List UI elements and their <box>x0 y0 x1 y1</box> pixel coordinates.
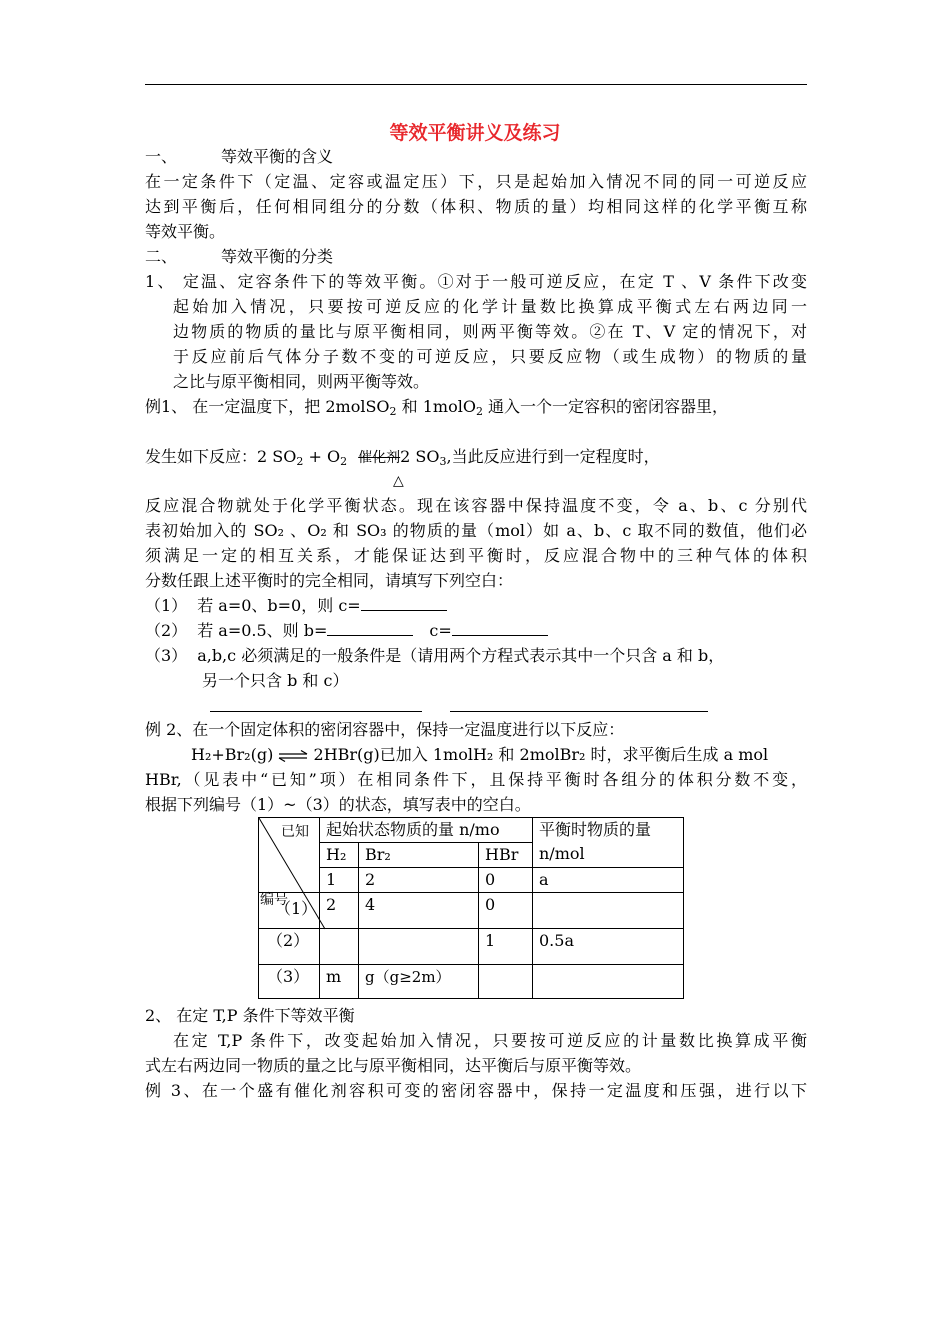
cell-h2[interactable]: 2 <box>320 893 359 929</box>
corner-cell <box>259 818 320 908</box>
cell-h2[interactable] <box>320 929 359 965</box>
reaction-text: + O <box>303 447 341 466</box>
table-row <box>259 965 684 999</box>
reaction-text: H₂+Br₂(g) <box>191 745 274 764</box>
section-2-title: 等效平衡的分类 <box>221 247 334 266</box>
question-3 <box>145 644 724 668</box>
item-2-heading: 2、 在定 T,P 条件下等效平衡 <box>145 1006 355 1025</box>
reaction-text: ,当此反应进行到一定程度时， <box>446 447 660 466</box>
section-1-title: 等效平衡的含义 <box>221 147 334 166</box>
cell-h2: 1 <box>320 868 359 893</box>
col-h2: H₂ <box>320 843 359 868</box>
question-number: （2） <box>145 621 188 640</box>
example-1-text: 和 1molO <box>396 397 476 416</box>
row-label: （3） <box>259 965 320 999</box>
cell-br2[interactable]: g（g≥2m） <box>359 965 479 999</box>
answer-blank[interactable] <box>450 696 708 712</box>
header-start-amounts: 起始状态物质的量 n/mo <box>320 818 533 843</box>
subscript: 2 <box>389 405 397 418</box>
cell-br2: 2 <box>359 868 479 893</box>
table-row <box>259 929 684 965</box>
question-2 <box>145 619 548 643</box>
equilibrium-arrow-icon <box>278 750 308 762</box>
example-3-line: 例 3、在一个盛有催化剂容积可变的密闭容器中，保持一定温度和压强，进行以下 <box>145 1081 807 1100</box>
state-table <box>258 817 684 999</box>
question-text: c= <box>429 621 452 640</box>
question-text: 若 a=0、b=0，则 c= <box>197 596 361 615</box>
question-text: a,b,c 必须满足的一般条件是（请用两个方程式表示其中一个只含 a 和 b， <box>197 646 725 665</box>
section-2-heading <box>145 245 333 269</box>
example-2-intro: 例 2、在一个固定体积的密闭容器中，保持一定温度进行以下反应： <box>145 720 625 739</box>
answer-blank[interactable] <box>210 696 422 712</box>
cell-hbr[interactable] <box>479 965 533 999</box>
example-1-body-line: 须满足一定的相互关系，才能保证达到平衡时，反应混合物中的三种气体的体积 <box>145 546 807 565</box>
corner-known-label: 已知 <box>281 824 309 840</box>
example-1-body-line: 分数任跟上述平衡时的完全相同，请填写下列空白： <box>145 571 514 590</box>
subscript: 2 <box>340 455 348 468</box>
question-number: （3） <box>145 646 188 665</box>
question-3-cont: 另一个只含 b 和 c） <box>202 671 349 690</box>
heat-symbol: △ <box>393 473 404 489</box>
example-1-text: 通入一个一定容积的密闭容器里， <box>482 397 729 416</box>
row-label: （1） <box>259 893 320 929</box>
section-2-number: 二、 <box>145 247 178 266</box>
item-1-line: 起始加入情况，只要按可逆反应的化学计量数比换算成平衡式左右两边同一 <box>173 297 807 316</box>
cell-eq[interactable] <box>533 965 684 999</box>
subscript: 3 <box>439 455 447 468</box>
cell-br2[interactable]: 4 <box>359 893 479 929</box>
item-1-line: 之比与原平衡相同，则两平衡等效。 <box>173 372 430 391</box>
reaction-text: 2 SO <box>400 447 440 466</box>
question-1 <box>145 594 447 618</box>
cell-hbr[interactable]: 0 <box>479 893 533 929</box>
example-1-body-line: 表初始加入的 SO₂ 、O₂ 和 SO₃ 的物质的量（mol）如 a、b、c 取不同的数值，他们必 <box>145 521 807 540</box>
section-1-heading <box>145 145 333 169</box>
item-2-body-line: 式左右两边同一物质的量之比与原平衡相同，达平衡后与原平衡等效。 <box>145 1056 642 1075</box>
subscript: 2 <box>296 455 304 468</box>
section-1-body-line: 达到平衡后，任何相同组分的分数（体积、物质的量）均相同这样的化学平衡互称 <box>145 197 807 216</box>
example-2-line: HBr,（见表中“已知”项）在相同条件下，且保持平衡时各组分的体积分数不变， <box>145 770 807 789</box>
corner-number-label: 编号 <box>260 892 288 908</box>
cell-h2[interactable]: m <box>320 965 359 999</box>
question-number: （1） <box>145 596 188 615</box>
col-hbr: HBr <box>479 843 533 868</box>
item-1-line: 于反应前后气体分子数不变的可逆反应，只要反应物（或生成物）的物质的量 <box>173 347 807 366</box>
row-label: （2） <box>259 929 320 965</box>
reaction-text: 发生如下反应：2 SO <box>145 447 297 466</box>
example-1-text: 例1、 在一定温度下，把 2molSO <box>145 397 390 416</box>
cell-eq: a <box>533 868 684 893</box>
cell-br2[interactable] <box>359 929 479 965</box>
item-2-body-line: 在定 T,P 条件下，改变起始加入情况，只要按可逆反应的计量数比换算成平衡 <box>173 1031 807 1050</box>
answer-blank[interactable] <box>327 620 413 636</box>
example-1-reaction <box>145 445 660 470</box>
header-rule <box>145 84 807 85</box>
item-1-line: 1、 定温、定容条件下的等效平衡。①对于一般可逆反应，在定 T 、V 条件下改变 <box>145 272 807 291</box>
reaction-text: 2HBr(g)已加入 1molH₂ 和 2molBr₂ 时，求平衡后生成 a mol <box>313 745 769 764</box>
cell-eq[interactable] <box>533 893 684 929</box>
item-1-line: 边物质的物质的量比与原平衡相同，则两平衡等效。②在 T、V 定的情况下，对 <box>173 322 807 341</box>
example-1-body-line: 反应混合物就处于化学平衡状态。现在该容器中保持温度不变，令 a、b、c 分别代 <box>145 496 807 515</box>
catalyst-label: 催化剂 <box>358 450 401 466</box>
subscript: 2 <box>475 405 483 418</box>
section-1-body-line: 等效平衡。 <box>145 222 226 241</box>
cell-hbr: 0 <box>479 868 533 893</box>
section-1-body-line: 在一定条件下（定温、定容或温定压）下，只是起始加入情况不同的同一可逆反应 <box>145 172 807 191</box>
section-1-number: 一、 <box>145 147 178 166</box>
header-equilibrium: 平衡时物质的量 n/mol <box>533 818 684 868</box>
answer-blank[interactable] <box>452 620 548 636</box>
col-br2: Br₂ <box>359 843 479 868</box>
page-title: 等效平衡讲义及练习 <box>389 122 561 144</box>
cell-hbr[interactable]: 1 <box>479 929 533 965</box>
example-1-intro <box>145 395 728 419</box>
example-2-line: 根据下列编号（1）~（3）的状态，填写表中的空白。 <box>145 795 531 814</box>
cell-eq[interactable]: 0.5a <box>533 929 684 965</box>
example-2-reaction <box>191 743 768 767</box>
answer-blank[interactable] <box>361 595 447 611</box>
question-text: 若 a=0.5、则 b= <box>197 621 328 640</box>
